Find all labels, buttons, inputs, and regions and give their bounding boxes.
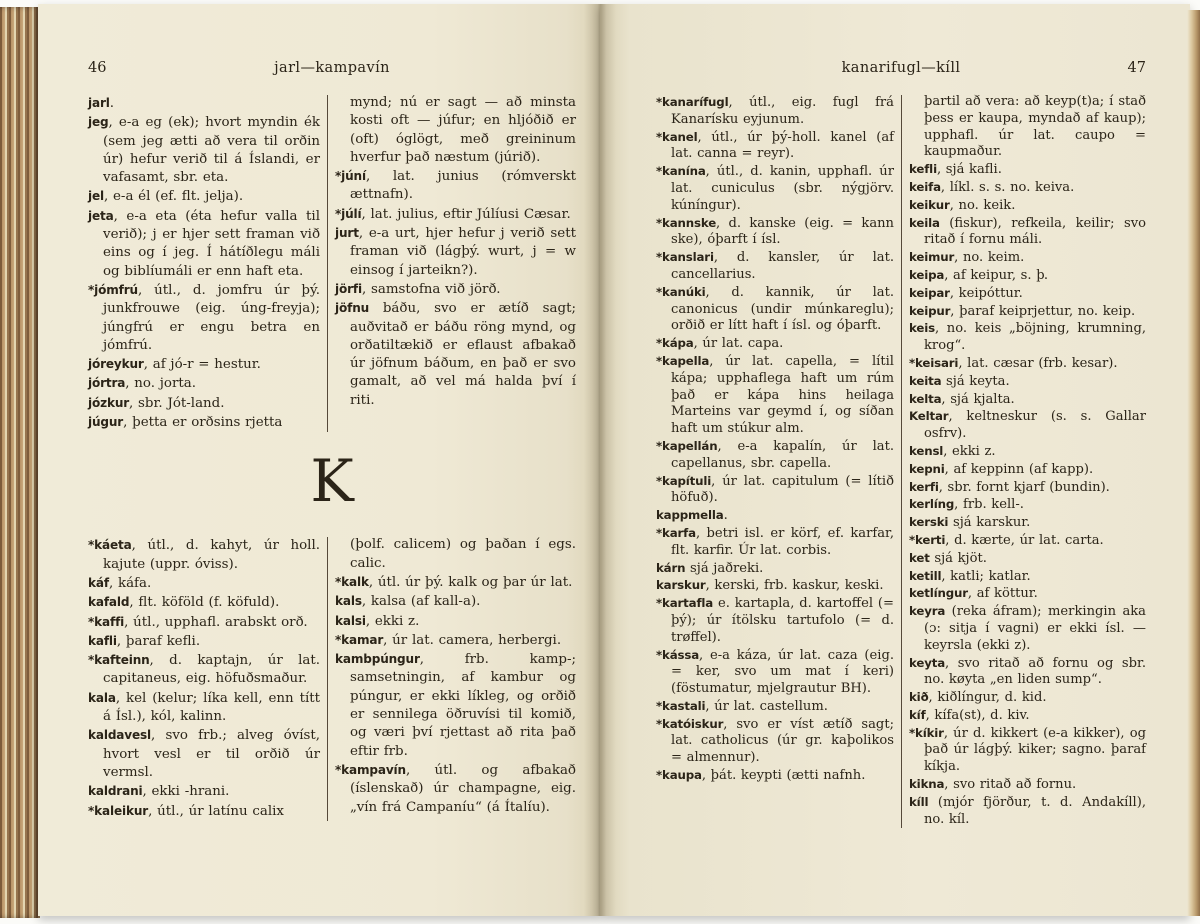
- entry-headword: ketill: [909, 568, 942, 583]
- dictionary-entry: kaldavesl, svo frb.; alveg óvíst, hvort vesl er til orðið úr vermsl.: [88, 728, 320, 780]
- j-section: [88, 94, 576, 432]
- dictionary-entry: józkur, sbr. Jót-land.: [88, 395, 225, 411]
- dictionary-entry: *kartafla e. kartapla, d. kartoffel (= þý); úr ítölsku tartufolo (= d. trøffel).: [656, 596, 894, 645]
- dictionary-entry: keimur, no. keim.: [909, 250, 1025, 266]
- dictionary-entry: kappmella.: [656, 508, 728, 524]
- dictionary-entry: júgur, þetta er orðsins rjetta: [88, 415, 283, 431]
- entry-headword: *júní: [335, 169, 366, 184]
- dictionary-entry: Keltar, keltneskur (s. s. Gallar osfrv).: [909, 409, 1146, 442]
- entry-headword: keyta: [909, 655, 946, 670]
- entry-headword: *jómfrú: [88, 282, 138, 297]
- entry-headword: *kastali: [656, 698, 706, 713]
- entry-headword: *kássa: [656, 647, 700, 662]
- dictionary-entry: *kalk, útl. úr þý. kalk og þar úr lat.: [335, 574, 573, 590]
- entry-headword: *júlí: [335, 206, 362, 221]
- entry-headword: jeta: [88, 208, 114, 223]
- dictionary-entry: *kapellán, e-a kapalín, úr lat. capellanus, sbr. capella.: [656, 438, 894, 471]
- entry-headword: ket: [909, 550, 930, 565]
- entry-headword: józkur: [88, 395, 130, 410]
- dictionary-entry: *karfa, betri isl. er körf, ef. karfar, flt. karfir. Úr lat. corbis.: [656, 525, 894, 558]
- dictionary-entry: *kafteinn, d. kaptajn, úr lat. capitaneus, eig. höfuðsmaður.: [88, 653, 320, 687]
- dictionary-entry: jel, e-a él (ef. flt. jelja).: [88, 189, 244, 205]
- entry-headword: *kápa: [656, 336, 694, 351]
- j-section-column-2: [335, 94, 576, 432]
- dictionary-entry: keipa, af keipur, s. þ.: [909, 267, 1049, 283]
- dictionary-entry: *kíkir, úr d. kikkert (e-a kikker), og það úr lágþý. kiker; sagno. þaraf kíkja.: [909, 725, 1146, 775]
- left-page: [38, 4, 600, 916]
- entry-headword: kerski: [909, 515, 949, 530]
- right-page-header: [656, 60, 1146, 76]
- dictionary-entry: ketill, katli; katlar.: [909, 568, 1031, 584]
- dictionary-entry: keipur, þaraf keiprjettur, no. keip.: [909, 303, 1136, 319]
- entry-headword: *kaupa: [656, 768, 702, 783]
- entry-headword: karskur: [656, 578, 706, 593]
- dictionary-entry: jóreykur, af jó-r = hestur.: [88, 357, 261, 373]
- entry-headword: *kapítuli: [656, 473, 712, 488]
- dictionary-entry: *kaupa, þát. keypti (ætti nafnh.: [656, 768, 866, 784]
- page-number-left: 46: [88, 60, 107, 76]
- entry-headword: kefli: [909, 162, 937, 177]
- entry-headword: kikna: [909, 777, 945, 792]
- dictionary-entry: *kássa, e-a káza, úr lat. caza (eig. = ker, svo um mat í keri) (föstumatur, mjelgrautur BH).: [656, 647, 894, 697]
- dictionary-entry: keikur, no. keik.: [909, 197, 1016, 213]
- dictionary-entry: *kaffi, útl., upphafl. arabskt orð.: [88, 614, 308, 630]
- k-section-column-1: [88, 536, 320, 820]
- dictionary-entry: kerfi, sbr. fornt kjarf (bundin).: [909, 479, 1110, 495]
- dictionary-entry: keyta, svo ritað að fornu og sbr. no. køyta „en liden sump“.: [909, 655, 1146, 688]
- entry-headword: *kanel: [656, 129, 698, 144]
- entry-headword: *katóiskur: [656, 716, 724, 731]
- dictionary-entry: jurt, e-a urt, hjer hefur j verið sett framan við (lágþý. wurt, j = w einsog í jarteikn?).: [335, 226, 576, 278]
- entry-headword: *keisari: [909, 355, 959, 370]
- dictionary-entry: kala, kel (kelur; líka kell, enn títt á Ísl.), kól, kalinn.: [88, 690, 320, 725]
- column-divider: [327, 537, 328, 820]
- dictionary-entry: *kampavín, útl. og afbakað (íslenskað) úr champagne, eig. „vín frá Campaníu“ (á Ítalíu).: [335, 762, 576, 815]
- entry-headword: keipa: [909, 267, 945, 282]
- dictionary-entry: *jómfrú, útl., d. jomfru úr þý. junkfrouwe (eig. úng-freyja); júngfrú er engu betra en jómfrú.: [88, 282, 320, 353]
- entry-headword: kið: [909, 690, 929, 705]
- entry-headword: *kamar: [335, 632, 384, 647]
- entry-headword: kals: [335, 594, 362, 609]
- entry-headword: Keltar: [909, 409, 949, 424]
- entry-headword: *kaffi: [88, 614, 125, 629]
- entry-headword: ketlíngur: [909, 586, 968, 601]
- entry-headword: *kíkir: [909, 725, 944, 740]
- right-page: [600, 4, 1190, 916]
- running-header-left: jarl—kampavín: [274, 60, 390, 76]
- dictionary-entry: *katóiskur, svo er víst ætíð sagt; lat. catholicus (úr gr. kaþolikos = almennur).: [656, 716, 894, 766]
- entry-headword: kalsi: [335, 613, 366, 628]
- left-page-header: [88, 60, 576, 76]
- dictionary-entry: jöfnu báðu, svo er ætíð sagt; auðvitað er báðu röng mynd, og orðatiltækið er eflaust afbakað úr jöfnum báðum, en það er svo gamalt, að vel má halda því í riti.: [335, 301, 576, 408]
- entry-headword: *kanúki: [656, 284, 706, 299]
- entry-headword: kepni: [909, 461, 945, 476]
- dictionary-entry: kelta, sjá kjalta.: [909, 391, 1015, 407]
- entry-headword: *kanarífugl: [656, 95, 729, 109]
- entry-headword: jurt: [335, 226, 359, 241]
- entry-headword: keyra: [909, 604, 946, 619]
- section-heading-k: K: [310, 447, 354, 516]
- column-divider: [901, 95, 902, 828]
- entry-headword: keipur: [909, 303, 951, 318]
- entry-headword: keipar: [909, 285, 950, 300]
- dictionary-entry: kambpúngur, frb. kamp-; samsetningin, af kambur og púngur, er ekki líkleg, og orðið er sennilega öðruvísi til komið, og væri því rjettast að rita það eftir frb.: [335, 652, 576, 759]
- entry-headword: kensl: [909, 443, 944, 458]
- entry-headword: keikur: [909, 197, 950, 212]
- entry-headword: *kerti: [909, 532, 946, 547]
- entry-headword: jórtra: [88, 376, 126, 391]
- entry-headword: *kapella: [656, 353, 710, 368]
- j-section-column-1: [88, 94, 320, 432]
- dictionary-entry: káf, káfa.: [88, 575, 152, 591]
- entry-headword: kíll: [909, 794, 929, 809]
- entry-headword: kafald: [88, 595, 130, 610]
- entry-headword: kafli: [88, 633, 117, 648]
- dictionary-entry: jarl.: [88, 96, 114, 111]
- dictionary-entry: ket sjá kjöt.: [909, 550, 987, 566]
- dictionary-entry: jeta, e-a eta (éta hefur valla til verið); j er hjer sett framan við eins og í jeg. Í hátíðlegu máli og biblíumáli er enn haft eta.: [88, 208, 320, 279]
- entry-headword: jeg: [88, 115, 109, 130]
- dictionary-entry: *kápa, úr lat. capa.: [656, 336, 784, 352]
- entry-headword: *kanína: [656, 164, 706, 179]
- dictionary-entry: kið, kiðlíngur, d. kid.: [909, 690, 1047, 706]
- entry-headword: keimur: [909, 250, 955, 265]
- entry-headword: *kalk: [335, 574, 369, 589]
- dictionary-entry: *kastali, úr lat. castellum.: [656, 698, 828, 714]
- dictionary-entry: *káeta, útl., d. kahyt, úr holl. kajute (uppr. óviss).: [88, 538, 320, 572]
- entry-headword: *káeta: [88, 538, 132, 553]
- entry-headword: kárn: [656, 560, 686, 575]
- entry-headword: keifa: [909, 179, 941, 194]
- dictionary-entry: jórtra, no. jorta.: [88, 376, 196, 392]
- dictionary-entry: kafli, þaraf kefli.: [88, 633, 201, 649]
- right-column-1: [656, 94, 894, 828]
- dictionary-entry: *kaleikur, útl., úr latínu calix: [88, 803, 284, 819]
- dictionary-entry: kerski sjá karskur.: [909, 515, 1031, 531]
- dictionary-entry: *júní, lat. junius (rómverskt ættnafn).: [335, 169, 576, 203]
- entry-headword: *kapellán: [656, 438, 718, 453]
- dictionary-entry: kefli, sjá kafli.: [909, 162, 1002, 178]
- dictionary-entry: kepni, af keppinn (af kapp).: [909, 461, 1094, 477]
- dictionary-entry: *keisari, lat. cæsar (frb. kesar).: [909, 355, 1118, 371]
- dictionary-entry: *júlí, lat. julius, eftir Júlíusi Cæsar.: [335, 206, 571, 222]
- dictionary-entry: keita sjá keyta.: [909, 373, 1010, 389]
- entry-headword: káf: [88, 575, 109, 590]
- dictionary-entry: keifa, líkl. s. s. no. keiva.: [909, 179, 1075, 195]
- right-page-columns: [656, 94, 1146, 828]
- dictionary-entry: jeg, e-a eg (ek); hvort myndin ék (sem jeg ætti að vera til orðin úr) hefur verið til á Íslandi, er vafasamt, sbr. eta.: [88, 115, 320, 186]
- entry-headword: kala: [88, 690, 116, 705]
- dictionary-entry: kals, kalsa (af kall-a).: [335, 594, 481, 610]
- entry-headword: kaldrani: [88, 784, 143, 799]
- entry-headword: kambpúngur: [335, 652, 420, 667]
- entry-headword: keila: [909, 215, 940, 230]
- dictionary-entry: þartil að vera: að keyp(t)a; í stað þess er kaupa, myndað af kaup); upphafl. úr lat. caupo = kaupmaður.: [924, 94, 1146, 160]
- page-edge-stack-left: [0, 7, 40, 918]
- dictionary-entry: kikna, svo ritað að fornu.: [909, 777, 1077, 793]
- entry-headword: *kanslari: [656, 250, 714, 265]
- entry-headword: *kannske: [656, 215, 717, 230]
- entry-headword: *kafteinn: [88, 653, 150, 668]
- dictionary-entry: kalsi, ekki z.: [335, 613, 420, 629]
- entry-headword: júgur: [88, 415, 124, 430]
- entry-headword: kaldavesl: [88, 728, 151, 743]
- dictionary-entry: kerlíng, frb. kell-.: [909, 497, 1024, 513]
- dictionary-entry: *kanslari, d. kansler, úr lat. cancellarius.: [656, 250, 894, 282]
- dictionary-entry: (þolf. calicem) og þaðan í egs. calic.: [350, 537, 576, 571]
- dictionary-entry: *kanúki, d. kannik, úr lat. canonicus (undir múnkareglu); orðið er lítt haft í ísl. og óþarft.: [656, 284, 894, 334]
- entry-headword: *kaleikur: [88, 803, 149, 818]
- page-number-right: 47: [1127, 60, 1146, 76]
- dictionary-entry: keila (fiskur), refkeila, keilir; svo ritað í fornu máli.: [909, 215, 1146, 248]
- column-divider: [327, 95, 328, 432]
- dictionary-entry: karskur, kerski, frb. kaskur, keski.: [656, 578, 884, 594]
- dictionary-entry: *kapítuli, úr lat. capitulum (= lítið höfuð).: [656, 473, 894, 506]
- entry-headword: jóreykur: [88, 357, 144, 372]
- dictionary-entry: *kanel, útl., úr þý-holl. kanel (af lat. canna = reyr).: [656, 129, 894, 162]
- entry-headword: jörfi: [335, 281, 362, 296]
- right-column-2: [909, 94, 1146, 828]
- dictionary-entry: kafald, flt. köföld (f. köfuld).: [88, 595, 280, 611]
- dictionary-entry: kaldrani, ekki -hrani.: [88, 784, 230, 800]
- entry-headword: keis: [909, 321, 935, 336]
- entry-headword: jöfnu: [335, 301, 370, 316]
- entry-headword: kíf: [909, 707, 926, 722]
- entry-headword: jarl: [88, 96, 110, 110]
- dictionary-entry: kíll (mjór fjörður, t. d. Andakíll), no. kíl.: [909, 794, 1146, 827]
- dictionary-entry: *kerti, d. kærte, úr lat. carta.: [909, 532, 1104, 548]
- entry-headword: kerfi: [909, 479, 939, 494]
- dictionary-entry: kíf, kífa(st), d. kiv.: [909, 707, 1030, 723]
- entry-headword: *kartafla: [656, 596, 714, 611]
- dictionary-entry: jörfi, samstofna við jörð.: [335, 281, 501, 297]
- dictionary-entry: kárn sjá jaðreki.: [656, 560, 764, 576]
- dictionary-entry: *kamar, úr lat. camera, herbergi.: [335, 632, 562, 648]
- k-section-column-2: [335, 536, 576, 820]
- entry-headword: jel: [88, 189, 104, 204]
- dictionary-entry: *kapella, úr lat. capella, = lítil kápa; upphaflega haft um rúm það er kápa hins heilaga Marteins var geymd í, og síðan haft um stúkur alm.: [656, 353, 894, 437]
- entry-headword: *kampavín: [335, 762, 406, 777]
- dictionary-entry: keis, no. keis „böjning, krumning, krog“.: [909, 321, 1146, 354]
- dictionary-entry: *kannske, d. kanske (eig. = kann ske), óþarft í ísl.: [656, 215, 894, 248]
- dictionary-entry: ketlíngur, af köttur.: [909, 586, 1038, 602]
- dictionary-entry: *kanína, útl., d. kanin, upphafl. úr lat. cuniculus (sbr. nýgjörv. kúníngur).: [656, 164, 894, 213]
- dictionary-entry: keyra (reka áfram); merkingin aka (ɔ: sitja í vagni) er ekki ísl. — keyrsla (ekki z).: [909, 604, 1146, 653]
- entry-headword: keita: [909, 373, 942, 388]
- k-section: [88, 536, 576, 820]
- running-header-right: kanarifugl—kíll: [841, 60, 961, 76]
- entry-headword: kappmella: [656, 508, 724, 523]
- dictionary-entry: kensl, ekki z.: [909, 443, 996, 459]
- dictionary-entry: keipar, keipóttur.: [909, 285, 1023, 301]
- entry-headword: kelta: [909, 391, 942, 406]
- entry-headword: *karfa: [656, 525, 696, 540]
- entry-headword: kerlíng: [909, 497, 955, 512]
- page-edge-stack-right: [1187, 10, 1200, 916]
- dictionary-entry: *kanarífugl, útl., eig. fugl frá Kanarísku eyjunum.: [656, 95, 894, 127]
- dictionary-entry: mynd; nú er sagt — að minsta kosti oft — júfur; en hljóðið er (oft) óglögt, með greininum hverfur það næstum (júrið).: [350, 95, 576, 165]
